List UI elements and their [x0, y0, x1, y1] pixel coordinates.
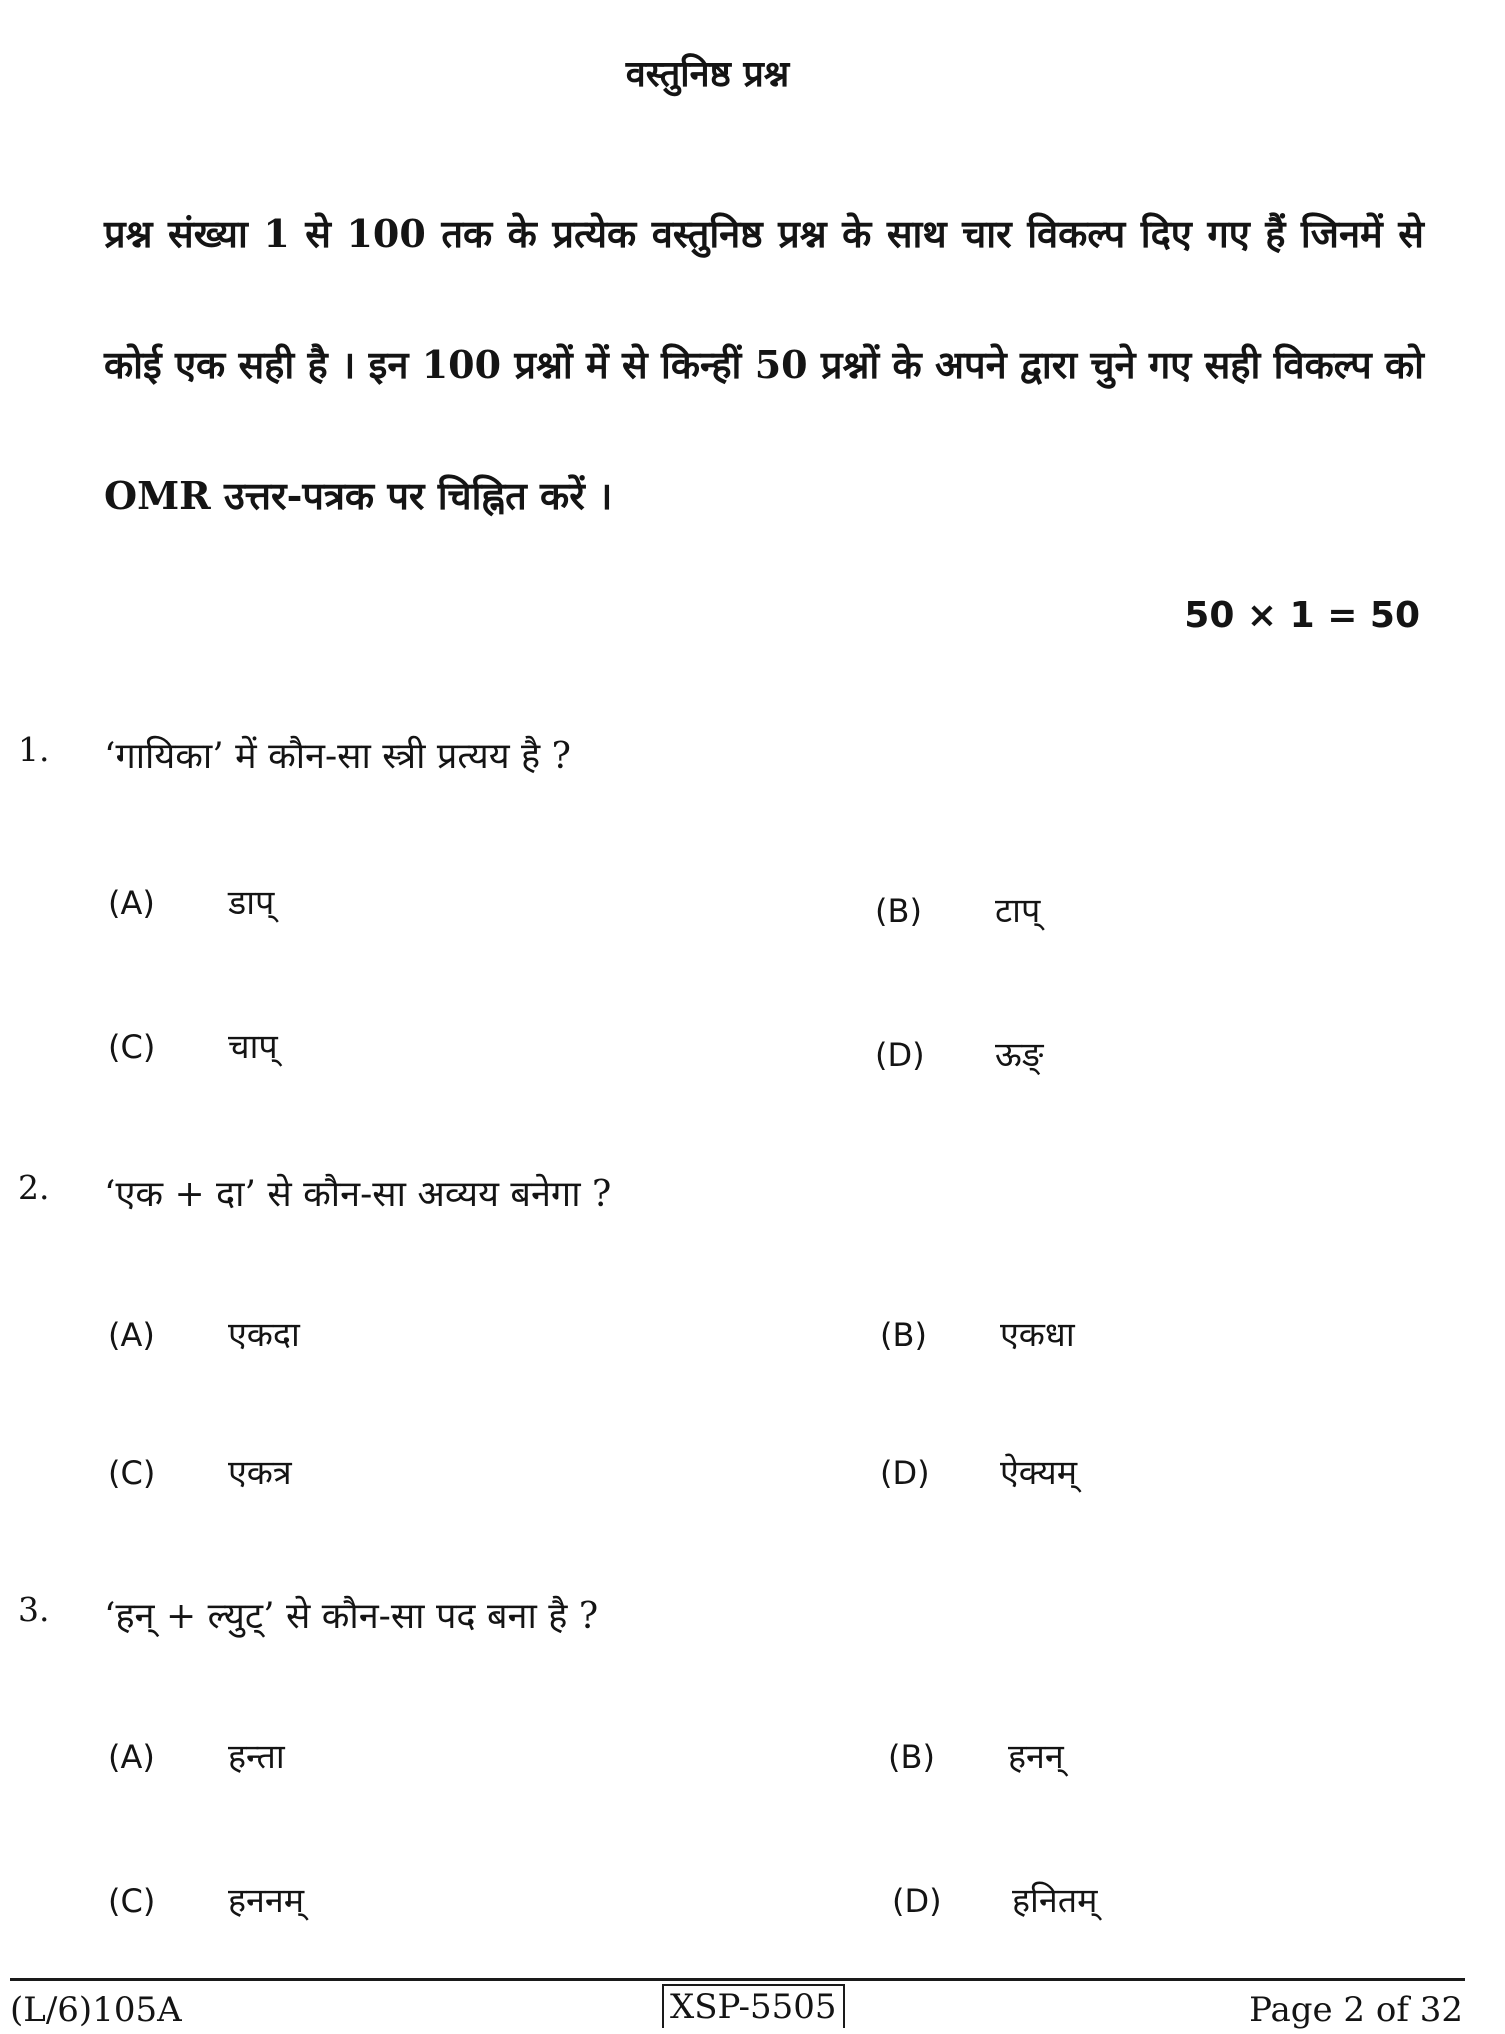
- question-3-option-b[interactable]: [888, 1732, 1064, 1778]
- option-label: (A): [108, 884, 155, 922]
- option-label: (A): [108, 1316, 155, 1354]
- option-text: हननम्: [228, 1881, 305, 1921]
- question-text: ‘एक + दा’ से कौन-सा अव्यय बनेगा ?: [104, 1174, 612, 1215]
- option-label: (B): [880, 1316, 927, 1354]
- question-1-option-a[interactable]: [108, 878, 274, 924]
- option-text: ऊङ्: [995, 1035, 1044, 1075]
- option-text: चाप्: [228, 1027, 278, 1067]
- option-label: (A): [108, 1738, 155, 1776]
- option-label: (B): [875, 892, 922, 930]
- question-3-option-d[interactable]: [892, 1876, 1097, 1922]
- question-2-option-b[interactable]: [880, 1310, 1075, 1356]
- option-label: (C): [108, 1882, 156, 1920]
- question-number: 2.: [18, 1168, 50, 1207]
- marks-allocation: 50 × 1 = 50: [1184, 595, 1420, 636]
- option-text: एकधा: [1000, 1315, 1075, 1355]
- section-title: वस्तुनिष्ठ प्रश्न: [625, 53, 790, 95]
- question-1-option-d[interactable]: [875, 1030, 1043, 1076]
- option-text: ऐक्यम्: [1000, 1453, 1078, 1493]
- question-text: ‘गायिका’ में कौन-सा स्त्री प्रत्यय है ?: [104, 736, 571, 777]
- question-2-option-c[interactable]: [108, 1448, 292, 1494]
- option-label: (C): [108, 1454, 156, 1492]
- option-label: (D): [892, 1882, 942, 1920]
- question-1-option-c[interactable]: [108, 1022, 278, 1068]
- option-label: (D): [880, 1454, 930, 1492]
- option-text: डाप्: [228, 883, 275, 923]
- question-2-option-d[interactable]: [880, 1448, 1077, 1494]
- question-number: 1.: [18, 730, 50, 769]
- page-number: Page 2 of 32: [1249, 1990, 1463, 2030]
- question-3-option-c[interactable]: [108, 1876, 304, 1922]
- question-text: ‘हन् + ल्युट्’ से कौन-सा पद बना है ?: [104, 1596, 599, 1637]
- question-1-option-b[interactable]: [875, 886, 1040, 932]
- paper-code: (L/6)105A: [10, 1990, 182, 2030]
- series-code-box: XSP-5505: [662, 1984, 845, 2028]
- option-text: हनितम्: [1012, 1881, 1098, 1921]
- question-2-option-a[interactable]: [108, 1310, 300, 1356]
- option-label: (C): [108, 1028, 156, 1066]
- footer-divider: [10, 1978, 1465, 1981]
- option-text: हनन्: [1008, 1737, 1064, 1777]
- option-label: (B): [888, 1738, 935, 1776]
- option-label: (D): [875, 1036, 925, 1074]
- option-text: हन्ता: [228, 1737, 285, 1777]
- option-text: टाप्: [995, 891, 1041, 931]
- option-text: एकत्र: [228, 1453, 292, 1493]
- question-3-option-a[interactable]: [108, 1732, 285, 1778]
- question-number: 3.: [18, 1590, 50, 1629]
- option-text: एकदा: [228, 1315, 300, 1355]
- instructions-paragraph: प्रश्न संख्या 1 से 100 तक के प्रत्येक वस्तुनिष्ठ प्रश्न के साथ चार विकल्प दिए गए हैं जिनमें से कोई एक सही है । इन 100 प्रश्नों में से किन्हीं 50 प्रश्नों के अपने द्वारा चुने गए सही विकल्प को OMR उत्तर-पत्रक पर चिह्नित करें ।: [104, 211, 1424, 518]
